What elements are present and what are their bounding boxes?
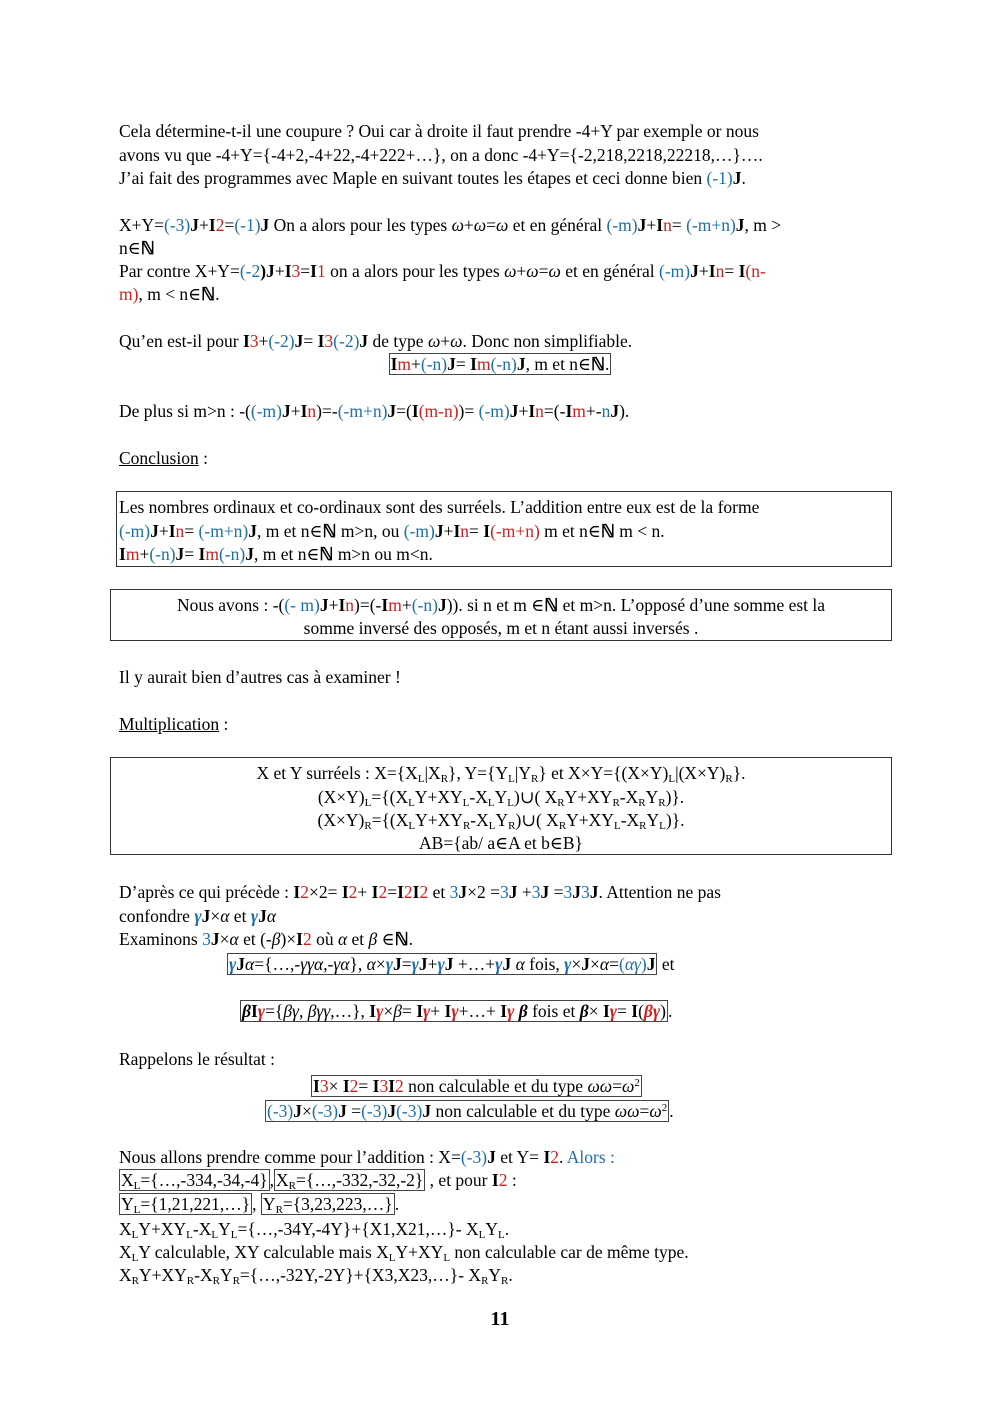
para2-line1: X+Y=(-3)J+I2=(-1)J On a alors pour les types ω+ω=ω et en général (-m)J+In= (-m+n)J, m > [119, 215, 782, 235]
para1-line1: Cela détermine-t-il une coupure ? Oui car à droite il faut prendre -4+Y par exemple or nous [119, 121, 759, 141]
mult-def-line4: AB={ab/ a∈A et b∈B} [419, 833, 583, 853]
final-line5: $X_LY$ calculable, XY calculable mais $X_LY+XY_L$ non calculable car de même type. [119, 1242, 689, 1264]
rappel-heading: Rappelons le résultat : [119, 1049, 276, 1069]
rappel-formula1: I3× I2= I3I2 non calculable et du type $\omega\omega=\omega^2$ [313, 1076, 640, 1096]
opposite-line2: somme inversé des opposés, m et n étant aussi inversés . [303, 618, 699, 638]
final-line4: $X_LY+XY_L-X_LY_L=\{\dots,-34Y,-4Y\}+\{X1,X21,\dots\}-$ $X_LY_L$. [119, 1219, 510, 1241]
final-line6: $X_RY+XY_R-X_RY_R=\{\dots,-32Y,-2Y\}+\{X3,X23,\dots\}-$ $X_RY_R$. [119, 1265, 513, 1287]
conclusion-line1: Les nombres ordinaux et co-ordinaux sont des surréels. L’addition entre eux est de la forme [119, 497, 760, 517]
conclusion-line2: (-m)J+In= (-m+n)J, m et n∈ℕ m>n, ou (-m)J+In= I(-m+n) m et n∈ℕ m < n. [119, 521, 665, 541]
multiplication-heading [119, 713, 228, 735]
multiplication-title: Multiplication [119, 714, 220, 734]
final-line2: $X_L=\{\dots,-334,-34,-4\}$ , $X_R=\{\dots,-332,-32,-2\}$ , et pour I2 : [121, 1170, 517, 1192]
mult-def-line3: $(X\times Y)_R=\{(X_LY+XY_R-X_LY_R)\cup$( $X_RY+XY_L-X_RY_L$)}. [317, 810, 685, 832]
conclusion-colon: : [198, 448, 208, 468]
final-line3: $Y_L=\{1,21,221,\dots\}$ , $Y_R=\{3,23,223,\dots\}$ . [121, 1194, 400, 1216]
beta-formula: βIγ={βγ, βγγ,…}, Iγ×β= Iγ+ Iγ+…+ Iγ β fois et β× Iγ= I(βγ) . [242, 1001, 673, 1021]
page-number: 11 [490, 1308, 510, 1330]
rappel-formula2: (-3)J×(-3)J =(-3)J(-3)J non calculable et du type $\omega\omega=\omega^2$ . [267, 1101, 674, 1121]
conclusion-heading [119, 447, 208, 469]
mult-para-line2: confondre γJ×α et γJα [119, 906, 277, 926]
para1-line3-minus-one: (-1) [706, 168, 733, 188]
other-cases: Il y aurait bien d’autres cas à examiner ! [119, 667, 401, 687]
para1-line3-text: J’ai fait des programmes avec Maple en suivant toutes les étapes et ceci donne bien [119, 168, 707, 188]
para1-line3-j: J [732, 168, 742, 188]
para2-line2: n∈ℕ [119, 238, 155, 258]
multiplication-colon: : [219, 714, 229, 734]
mult-def-line2: $(X\times Y)_L=\{(X_LY+XY_L-X_LY_L)\cup$( $X_RY+XY_R-X_RY_R$)}. [317, 787, 685, 809]
conclusion-title: Conclusion [119, 448, 199, 468]
mult-def-line1: X et Y surréels : $X=\{X_L|X_R\}$, $Y=\{Y_L|Y_R\}$ et $X\times Y=\{(X\times Y)_L|(X\times Y)_R\}$. [256, 763, 746, 785]
final-line1: Nous allons prendre comme pour l’addition : X=(-3)J et Y= I2. Alors : [119, 1147, 615, 1167]
conclusion-line3: Im+(-n)J= Im(-n)J, m et n∈ℕ m>n ou m<n. [119, 544, 433, 564]
mult-para-line3: Examinons 3J×α et (-β)×I2 où α et β ∈ℕ. [119, 929, 413, 949]
para1-line3 [119, 167, 746, 189]
para2-line4: m), m < n∈ℕ. [119, 284, 220, 304]
para2-line3: Par contre X+Y=(-2)J+I3=I1 on a alors pour les types ω+ω=ω et en général (-m)J+In= I(n- [119, 261, 766, 281]
para3-formula: Im+(-n)J= Im(-n)J, m et n∈ℕ. [390, 354, 610, 374]
para3-line1: Qu’en est-il pour I3+(-2)J= I3(-2)J de type ω+ω. Donc non simplifiable. [119, 331, 633, 351]
opposite-line1: Nous avons : -((- m)J+In)=(-Im+(-n)J)). si n et m ∈ℕ et m>n. L’opposé d’une somme est la [176, 595, 826, 615]
gamma-formula: γJα={…,-γγα,-γα}, α×γJ=γJ+γJ +…+γJ α fois, γ×J×α=(αγ)J et [229, 954, 675, 974]
para4-line1: De plus si m>n : -((-m)J+In)=-(-m+n)J=(I(m-n))= (-m)J+In=(-Im+-nJ). [119, 401, 630, 421]
para1-line2: avons vu que -4+Y={-4+2,-4+22,-4+222+…}, on a donc -4+Y={-2,218,2218,22218,…}…. [119, 145, 763, 165]
mult-para-line1: D’après ce qui précède : I2×2= I2+ I2=I2I2 et 3J×2 =3J +3J =3J3J. Attention ne pas [119, 882, 721, 902]
para1-line3-dot: . [741, 168, 746, 188]
